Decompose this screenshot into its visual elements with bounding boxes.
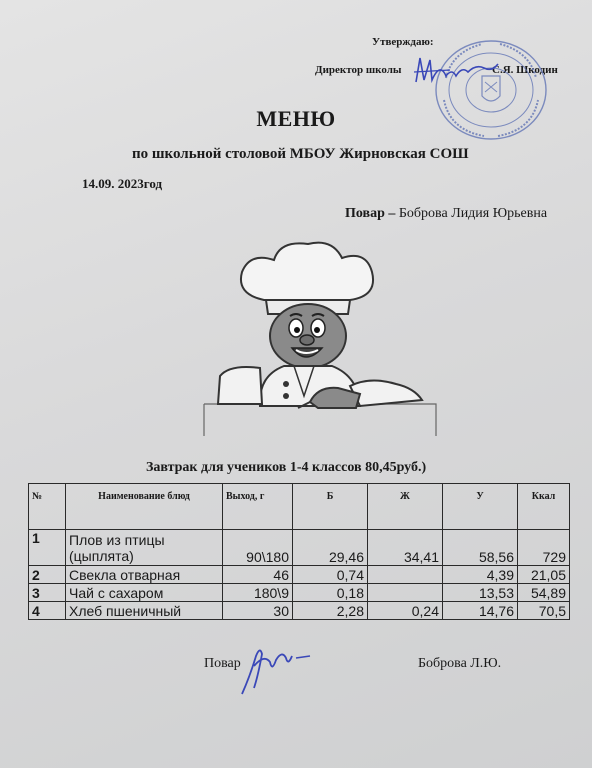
menu-table <box>28 483 570 620</box>
row-output: 180\9 <box>223 584 293 602</box>
row-name: Хлеб пшеничный <box>66 602 223 620</box>
table-row <box>29 566 570 584</box>
table-row <box>29 602 570 620</box>
page-subtitle: по школьной столовой МБОУ Жирновская СОШ <box>132 146 469 162</box>
row-kcal: 729 <box>518 530 570 566</box>
row-num: 4 <box>29 602 66 620</box>
row-num: 3 <box>29 584 66 602</box>
row-z: 34,41 <box>368 530 443 566</box>
table-row <box>29 584 570 602</box>
row-num: 1 <box>29 530 66 566</box>
cook-label: Повар – <box>345 206 396 221</box>
header-b: Б <box>293 484 368 530</box>
row-kcal: 21,05 <box>518 566 570 584</box>
table-row <box>29 530 570 566</box>
row-kcal: 54,89 <box>518 584 570 602</box>
header-name: Наименование блюд <box>66 484 223 530</box>
row-u: 4,39 <box>443 566 518 584</box>
row-output: 90\180 <box>223 530 293 566</box>
meal-title: Завтрак для учеников 1-4 классов 80,45руб.) <box>146 460 427 475</box>
header-z: Ж <box>368 484 443 530</box>
cook-signature <box>232 636 312 698</box>
table-header-row <box>29 484 570 530</box>
cook-name: Боброва Лидия Юрьевна <box>398 206 548 221</box>
row-num: 2 <box>29 566 66 584</box>
row-b: 2,28 <box>293 602 368 620</box>
row-b: 0,74 <box>293 566 368 584</box>
cook-line <box>345 206 547 222</box>
approval-label: Утверждаю: <box>372 36 434 48</box>
row-u: 14,76 <box>443 602 518 620</box>
row-u: 13,53 <box>443 584 518 602</box>
footer-cook-name: Боброва Л.Ю. <box>418 656 502 671</box>
row-name <box>66 530 223 566</box>
row-b: 0,18 <box>293 584 368 602</box>
row-b: 29,46 <box>293 530 368 566</box>
row-name-line2: (цыплята) <box>69 547 134 564</box>
row-u: 58,56 <box>443 530 518 566</box>
row-z <box>368 584 443 602</box>
row-kcal: 70,5 <box>518 602 570 620</box>
header-u: У <box>443 484 518 530</box>
row-name: Чай с сахаром <box>66 584 223 602</box>
header-output: Выход, г <box>223 484 293 530</box>
row-name-line1: Плов из птицы <box>69 531 165 548</box>
footer-cook-label: Повар <box>204 656 241 671</box>
row-z <box>368 566 443 584</box>
row-z: 0,24 <box>368 602 443 620</box>
row-name: Свекла отварная <box>66 566 223 584</box>
page-title: МЕНЮ <box>256 106 336 131</box>
header-kcal: Ккал <box>518 484 570 530</box>
director-label: Директор школы <box>315 64 402 76</box>
row-output: 46 <box>223 566 293 584</box>
header-num: № <box>29 484 66 530</box>
director-signature <box>410 50 500 90</box>
chef-illustration <box>200 236 440 436</box>
director-name: С.Я. Шкодин <box>492 64 558 76</box>
row-output: 30 <box>223 602 293 620</box>
menu-date: 14.09. 2023год <box>82 176 163 191</box>
